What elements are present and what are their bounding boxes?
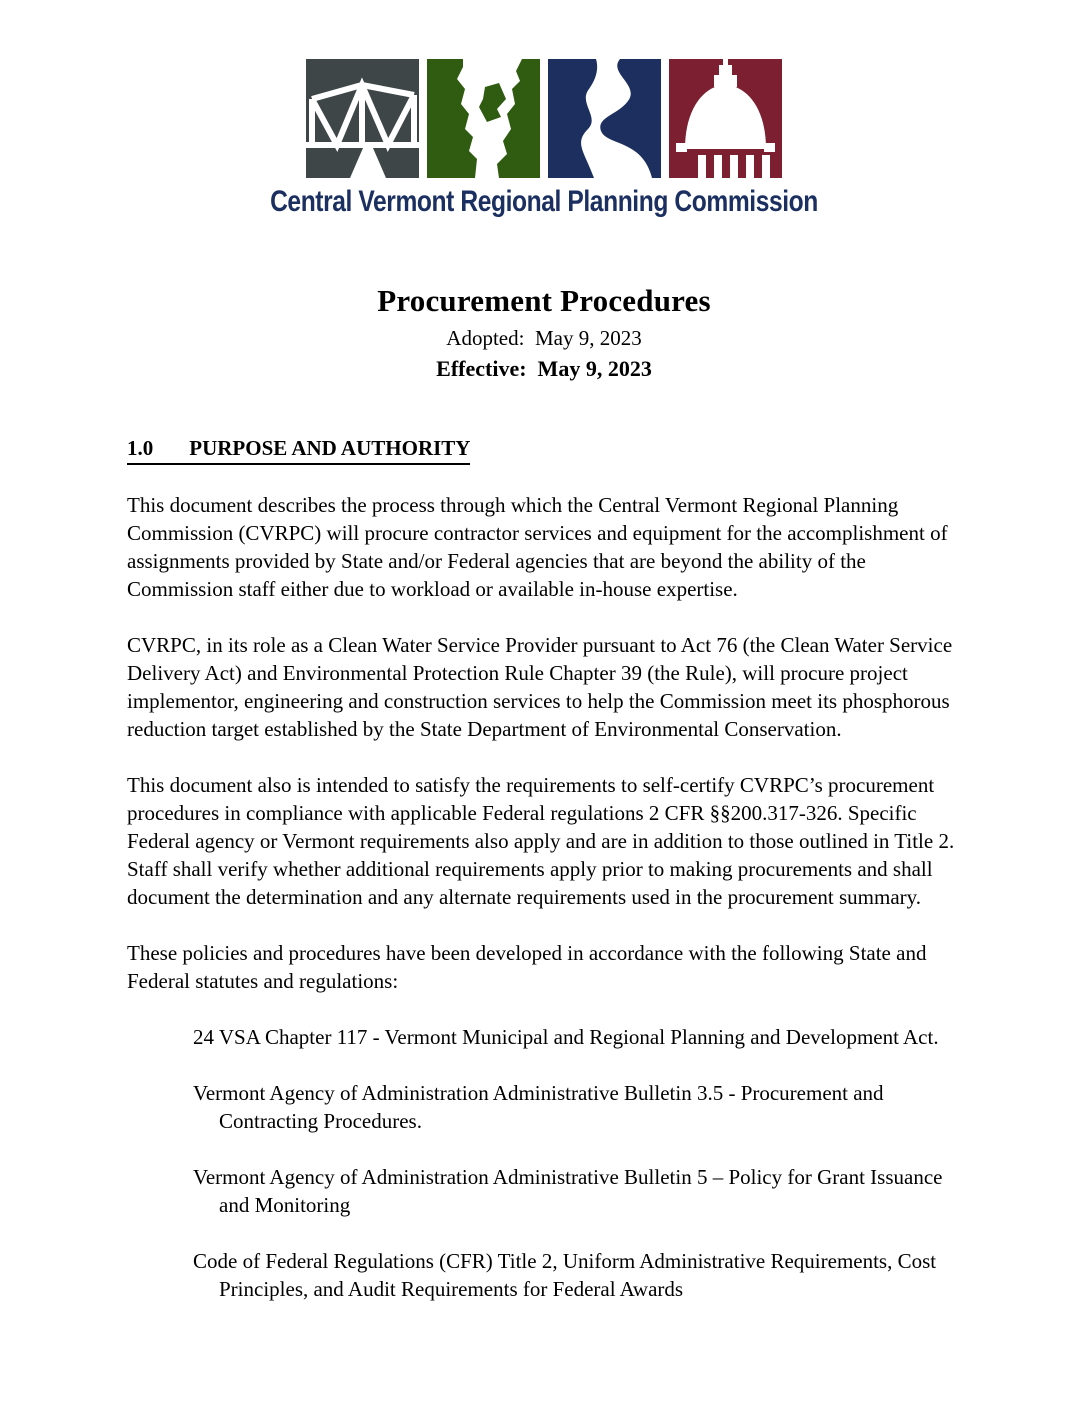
document-body <box>127 436 960 1303</box>
logo-panel-row <box>0 59 1088 178</box>
bridge-icon <box>306 59 419 178</box>
statute-reference-list <box>127 1023 960 1303</box>
adopted-date-line: Adopted: May 9, 2023 <box>446 326 642 350</box>
section-heading <box>127 436 960 465</box>
paragraph: These policies and procedures have been developed in accordance with the following State and Federal statutes and regulations: <box>127 941 927 993</box>
section-heading-underline <box>127 436 470 465</box>
logo-wordmark: Central Vermont Regional Planning Commission <box>270 185 818 218</box>
statute-reference: Code of Federal Regulations (CFR) Title 2, Uniform Administrative Requirements, Cost Principles, and Audit Requirements for Federal Awards <box>193 1249 937 1301</box>
capitol-dome-icon <box>669 59 782 178</box>
paragraph: This document describes the process through which the Central Vermont Regional Planning Commission (CVRPC) will procure contractor services and equipment for the accomplishment of assignments provided by State and/or Federal agencies that are beyond the ability of the Commission staff either due to workload or available in-house expertise. <box>127 493 948 601</box>
statute-reference: 24 VSA Chapter 117 - Vermont Municipal and Regional Planning and Development Act. <box>193 1025 939 1049</box>
statute-reference: Vermont Agency of Administration Administrative Bulletin 5 – Policy for Grant Issuance and Monitoring <box>193 1165 943 1217</box>
vermont-map-icon <box>427 59 540 178</box>
river-icon <box>548 59 661 178</box>
cvrpc-logo <box>0 0 1088 219</box>
section-number: 1.0 <box>127 436 154 460</box>
document-title: Procurement Procedures <box>377 283 711 318</box>
statute-reference: Vermont Agency of Administration Administrative Bulletin 3.5 - Procurement and Contracting Procedures. <box>193 1081 884 1133</box>
paragraph: CVRPC, in its role as a Clean Water Service Provider pursuant to Act 76 (the Clean Water Service Delivery Act) and Environmental Protection Rule Chapter 39 (the Rule), will procure project implementor, engineering and construction services to help the Commission meet its phosphorous reduction target established by the State Department of Environmental Conservation. <box>127 633 953 741</box>
effective-date-line: Effective: May 9, 2023 <box>436 356 652 381</box>
section-title: PURPOSE AND AUTHORITY <box>189 436 471 460</box>
paragraph: This document also is intended to satisfy the requirements to self-certify CVRPC’s procurement procedures in compliance with applicable Federal regulations 2 CFR §§200.317-326. Specific Federal agency or Vermont requirements also apply and are in addition to those outlined in Title 2. Staff shall verify whether additional requirements apply prior to making procurements and shall document the determination and any alternate requirements used in the procurement summary. <box>127 773 955 909</box>
